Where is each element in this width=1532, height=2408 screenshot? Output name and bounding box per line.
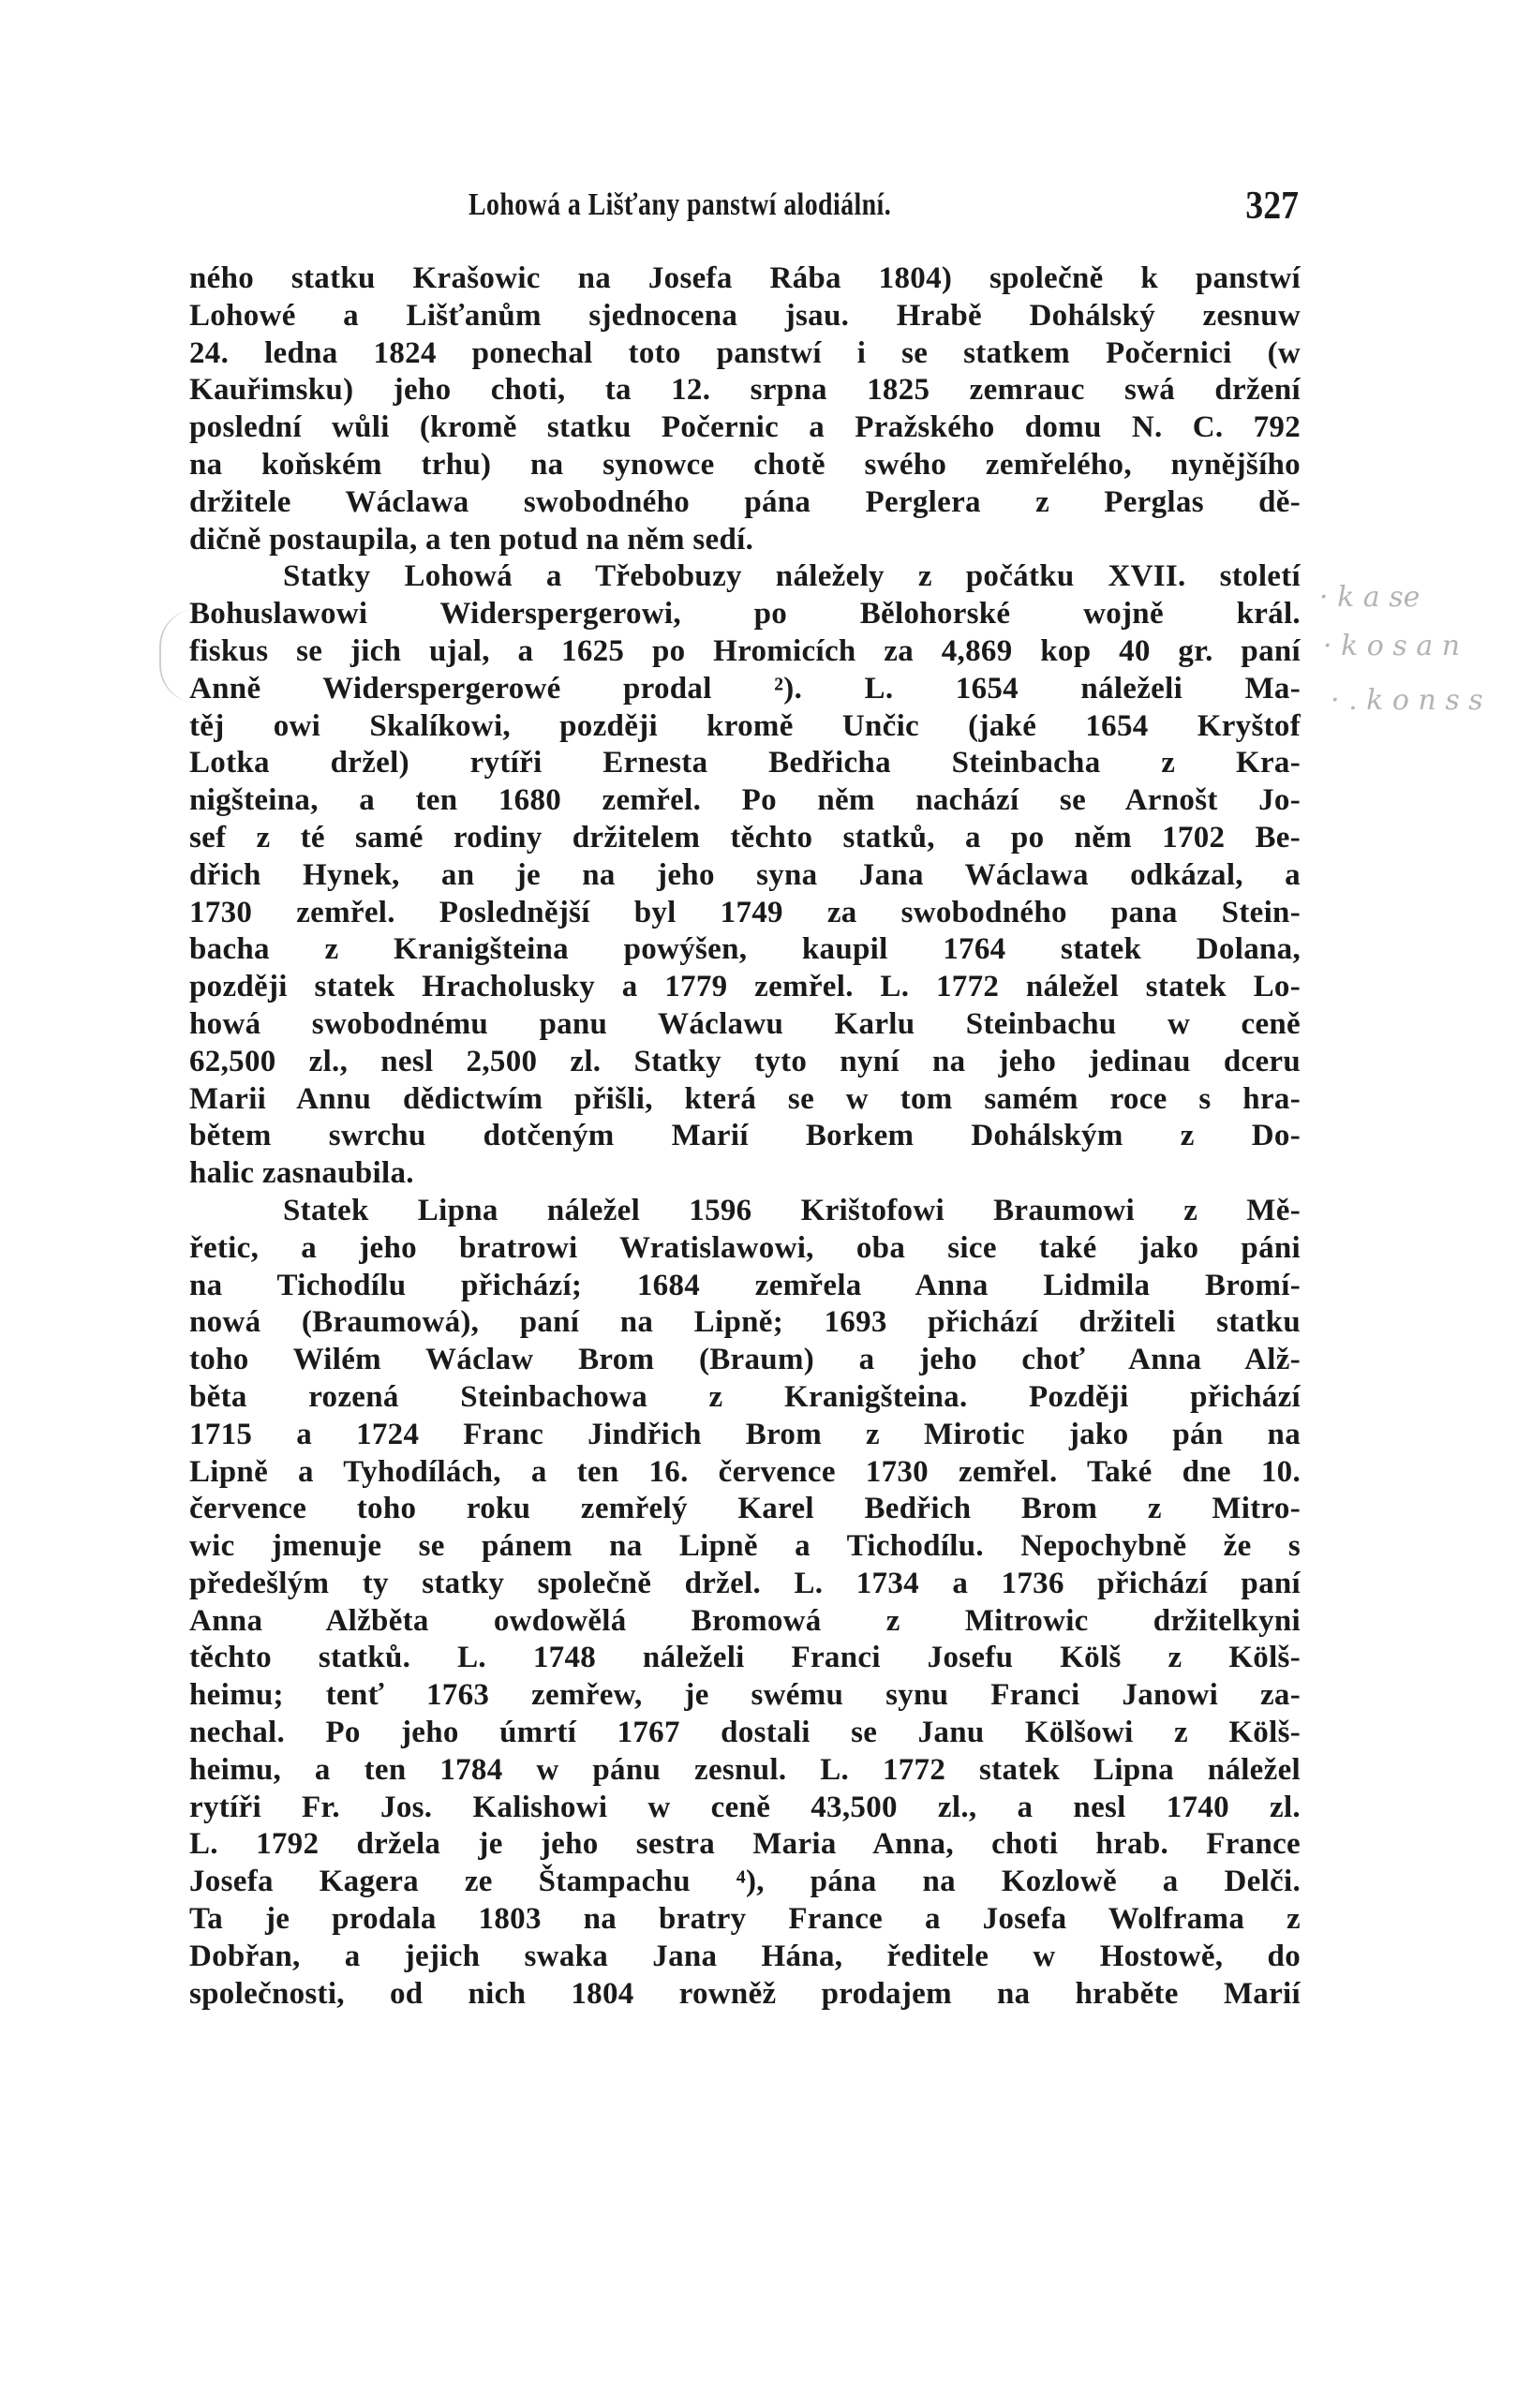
- text-line: držitele Wáclawa swobodného pána Perglera z Perglas dě-: [189, 484, 1301, 519]
- text-line: dičně postaupila, a ten potud na něm sedí.: [189, 522, 754, 557]
- margin-pencil-note: · . k o n s s: [1331, 684, 1483, 717]
- text-line: sef z té samé rodiny držitelem těchto statků, a po něm 1702 Be-: [189, 820, 1301, 855]
- text-line: na koňském trhu) na synowce chotě swého zemřelého, nynějšího: [189, 447, 1301, 482]
- text-line: rytíři Fr. Jos. Kalishowi w ceně 43,500 zl., a nesl 1740 zl.: [189, 1790, 1301, 1824]
- text-line: heimu; tenť 1763 zemřew, je swému synu Franci Janowi za-: [189, 1678, 1301, 1713]
- text-line: Lipně a Tyhodílách, a ten 16. července 1730 zemřel. Také dne 10.: [189, 1454, 1301, 1489]
- text-line: poslední wůli (kromě statku Počernic a Pražského domu N. C. 792: [189, 410, 1301, 445]
- text-line: heimu, a ten 1784 w pánu zesnul. L. 1772 statek Lipna náležel: [189, 1752, 1301, 1787]
- text-line: Lotka držel) rytíři Ernesta Bedřicha Steinbacha z Kra-: [189, 746, 1301, 780]
- body-text: [189, 260, 1301, 2013]
- text-line: bětem swrchu dotčeným Marií Borkem Dohálským z Do-: [189, 1119, 1301, 1153]
- text-line: Marii Annu dědictwím přišli, která se w tom samém roce s hra-: [189, 1081, 1301, 1116]
- text-line: společnosti, od nich 1804 rowněž prodajem na hraběte Marií: [189, 1976, 1301, 2011]
- text-line: fiskus se jich ujal, a 1625 po Hromicích za 4,869 kop 40 gr. paní: [189, 633, 1301, 668]
- text-line: halic zasnaubila.: [189, 1156, 414, 1191]
- text-line: Ta je prodala 1803 na bratry France a Josefa Wolframa z: [189, 1902, 1301, 1937]
- text-line: howá swobodnému panu Wáclawu Karlu Steinbachu w ceně: [189, 1006, 1301, 1041]
- text-line: Anně Widerspergerowé prodal ²). L. 1654 náleželi Ma-: [189, 671, 1301, 706]
- text-line: nowá (Braumowá), paní na Lipně; 1693 přichází držiteli statku: [189, 1305, 1301, 1340]
- text-line: wic jmenuje se pánem na Lipně a Tichodílu. Nepochybně že s: [189, 1529, 1301, 1564]
- text-line: ného statku Krašowic na Josefa Rába 1804) společně k panstwí: [189, 261, 1301, 295]
- text-line: Josefa Kagera ze Štampachu ⁴), pána na Kozlowě a Delči.: [189, 1865, 1301, 1899]
- page-number: 327: [1245, 185, 1299, 228]
- text-line: nigšteina, a ten 1680 zemřel. Po něm nachází se Arnošt Jo-: [189, 783, 1301, 818]
- text-line: dřich Hynek, an je na jeho syna Jana Wáclawa odkázal, a: [189, 857, 1301, 892]
- text-line: Kauřimsku) jeho choti, ta 12. srpna 1825 zemrauc swá držení: [189, 373, 1301, 408]
- text-line: 1730 zemřel. Poslednější byl 1749 za swobodného pana Stein-: [189, 895, 1301, 929]
- text-line: toho Wilém Wáclaw Brom (Braum) a jeho choť Anna Alž-: [189, 1343, 1301, 1377]
- paragraph-start-line: Statek Lipna náležel 1596 Krištofowi Braumowi z Mě-: [283, 1193, 1301, 1227]
- text-line: Lohowé a Lišťanům sjednocena jsau. Hrabě Dohálský zesnuw: [189, 298, 1301, 333]
- margin-pencil-note: · k o s a n: [1323, 630, 1461, 662]
- text-line: těj owi Skalíkowi, později kromě Unčic (jaké 1654 Kryštof: [189, 708, 1301, 743]
- text-line: 62,500 zl., nesl 2,500 zl. Statky tyto nyní na jeho jedinau dceru: [189, 1044, 1301, 1078]
- running-head-title: Lohowá a Lišťany panstwí alodiální.: [469, 187, 892, 222]
- text-line: L. 1792 držela je jeho sestra Maria Anna, choti hrab. France: [189, 1827, 1301, 1862]
- text-line: těchto statků. L. 1748 náleželi Franci Josefu Kölš z Kölš-: [189, 1641, 1301, 1675]
- text-line: 1715 a 1724 Franc Jindřich Brom z Mirotic jako pán na: [189, 1417, 1301, 1451]
- text-line: na Tichodílu přichází; 1684 zemřela Anna Lidmila Bromí-: [189, 1268, 1301, 1302]
- text-line: nechal. Po jeho úmrtí 1767 dostali se Janu Kölšowi z Kölš-: [189, 1716, 1301, 1750]
- text-line: běta rozená Steinbachowa z Kranigšteina. Později přichází: [189, 1379, 1301, 1414]
- text-line: předešlým ty statky společně držel. L. 1734 a 1736 přichází paní: [189, 1566, 1301, 1600]
- text-line: Bohuslawowi Widerspergerowi, po Bělohorské wojně král.: [189, 597, 1301, 632]
- text-line: července toho roku zemřelý Karel Bedřich Brom z Mitro-: [189, 1492, 1301, 1526]
- text-line: bacha z Kranigšteina powýšen, kaupil 1764 statek Dolana,: [189, 932, 1301, 967]
- running-head: [187, 184, 1302, 236]
- text-line: Dobřan, a jejich swaka Jana Hána, ředitele w Hostowě, do: [189, 1939, 1301, 1973]
- margin-pencil-note: · k a se: [1319, 581, 1420, 614]
- text-line: Anna Alžběta owdowělá Bromowá z Mitrowic držitelkyni: [189, 1603, 1301, 1638]
- text-line: 24. ledna 1824 ponechal toto panstwí i se statkem Počernici (w: [189, 335, 1301, 370]
- paragraph-start-line: Statky Lohowá a Třebobuzy náležely z počátku XVII. století: [283, 559, 1301, 594]
- text-line: později statek Hracholusky a 1779 zemřel. L. 1772 náležel statek Lo-: [189, 970, 1301, 1004]
- text-line: řetic, a jeho bratrowi Wratislawowi, oba sice také jako páni: [189, 1230, 1301, 1265]
